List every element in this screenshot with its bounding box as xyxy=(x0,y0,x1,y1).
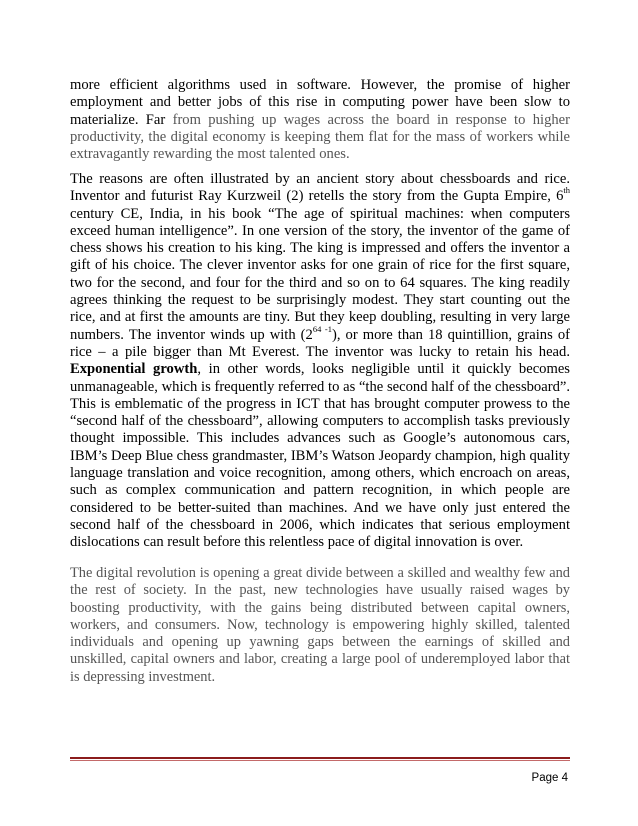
paragraph-2-part-2: century CE, India, in his book “The age of spiritual machines: when computers exceed human intelligence”. In one version of the story, the inventor of the game of chess shows his creation to his king. The king is impressed and offers the inventor a gift of his choice. The clever inventor asks for one grain of rice for the first square, two for the second, and four for the third and so on to 64 squares. The king readily agrees thinking the request to be surprisingly modest. They start counting out the rice, and at first the amounts are tiny. But they keep doubling, resulting in very large numbers. The inventor winds up with (2 xyxy=(70,205,570,343)
footer-rule-dark xyxy=(70,757,570,759)
paragraph-2-part-4: , in other words, looks negligible until it quickly becomes unmanageable, which is frequently referred to as “the second half of the chessboard”. This is emblematic of the progress in ICT that has brought computer prowess to the “second half of the chessboard”, allowing computers to accomplish tasks previously thought impossible. This includes advances such as Google’s autonomous cars, IBM’s Deep Blue chess grandmaster, IBM’s Watson Jeopardy champion, high quality language translation and voice recognition, among others, which encroach on areas, such as complex communication and pattern recognition, in which people are considered to be better-suited than machines. And we have only just entered the second half of the chessboard in 2006, which indicates that serious employment dislocations can result before this relentless pace of digital innovation is over. xyxy=(70,361,570,551)
paragraph-2-text xyxy=(70,171,570,552)
paragraph-3-text: The digital revolution is opening a great divide between a skilled and wealthy few and the rest of society. In the past, new technologies have usually raised wages by boosting productivity, with the gains being distributed between capital owners, workers, and consumers. Now, technology is empowering highly skilled, talented individuals and opening up yawning gaps between the earnings of skilled and unskilled, capital owners and labor, creating a large pool of underemployed labor that is depressing investment. xyxy=(70,565,570,685)
paragraph-1-text xyxy=(70,77,570,163)
bold-term-exponential-growth: Exponential growth xyxy=(70,361,198,378)
paragraph-1 xyxy=(70,77,570,163)
superscript-th: th xyxy=(563,185,570,196)
paragraph-1-grey-text: from pushing up wages across the board in response to higher productivity, the digital economy is keeping them flat for the mass of workers while extravagantly rewarding the most talented ones. xyxy=(70,111,570,163)
superscript-exponent: 64 -1 xyxy=(312,323,332,334)
paragraph-1-dark-text-2: Far xyxy=(145,111,173,128)
paragraph-2-part-3: ), or more than 18 quintillion, grains of rice – a pile bigger than Mt Everest. The inventor was lucky to retain his head. xyxy=(70,326,570,360)
page-number: Page 4 xyxy=(531,772,568,784)
paragraph-2-part-1: The reasons are often illustrated by an ancient story about chessboards and rice. Inventor and futurist Ray Kurzweil (2) retells the story from the Gupta Empire, 6 xyxy=(70,171,570,205)
footer-rule-light xyxy=(70,760,570,761)
paragraph-1-dark-text: more efficient algorithms used in software. However, the promise of higher employment and better jobs of this rise in computing power have been slow to materialize. xyxy=(70,77,570,128)
paragraph-3 xyxy=(70,565,570,686)
paragraph-2 xyxy=(70,171,570,552)
